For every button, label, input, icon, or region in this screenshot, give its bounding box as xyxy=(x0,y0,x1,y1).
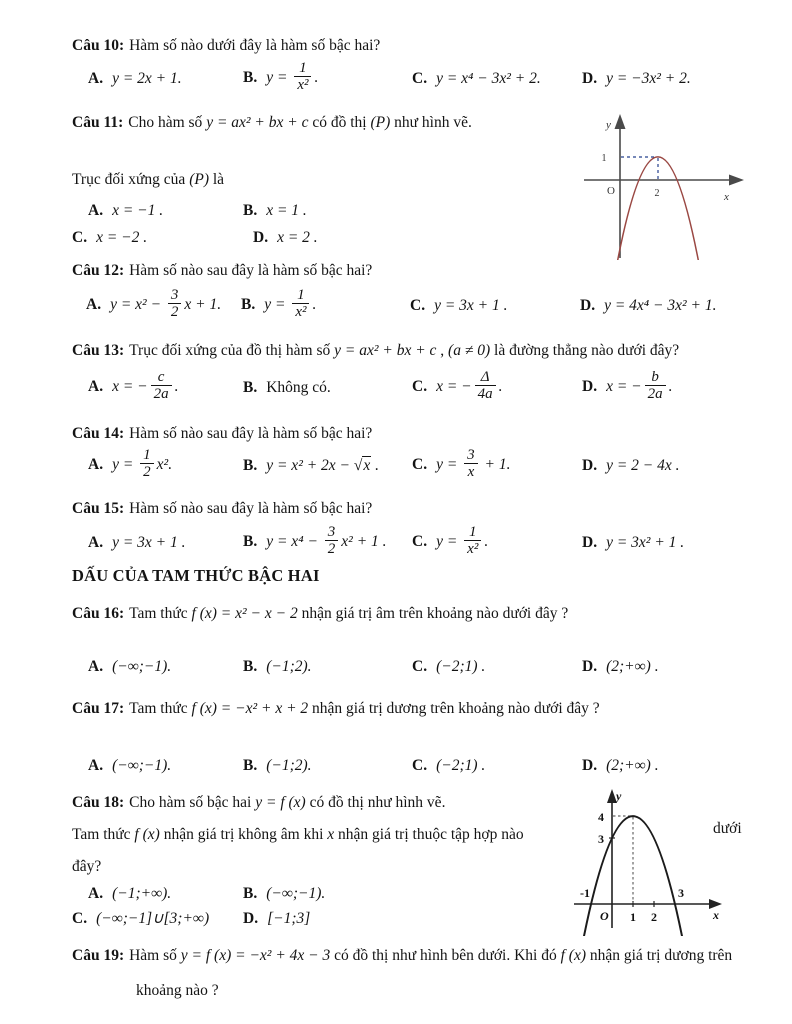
math-text: (−2;1) . xyxy=(436,658,486,675)
option-a xyxy=(88,885,243,903)
y-axis-label: y xyxy=(616,789,622,803)
question-line xyxy=(72,424,774,444)
option-formula xyxy=(266,456,379,474)
question-line xyxy=(72,36,774,56)
plain-text: Tam thức xyxy=(72,826,135,843)
option-d xyxy=(582,534,774,552)
math-text: x² + 1 . xyxy=(341,533,387,551)
fraction-numerator: c xyxy=(151,369,172,386)
math-text: y = 4x⁴ − 3x² + 1. xyxy=(604,296,717,314)
option-letter: C. xyxy=(412,658,428,675)
math-text: (−∞;−1). xyxy=(112,757,172,774)
fraction-numerator: 1 xyxy=(294,60,311,77)
math-text: (2;+∞) . xyxy=(606,757,659,774)
plain-text: có đồ thị xyxy=(308,114,371,131)
option-letter: B. xyxy=(241,296,256,314)
fraction-denominator: x² xyxy=(297,77,309,94)
options-row xyxy=(72,371,774,404)
option-formula xyxy=(606,457,679,474)
math-text: y = x² + 2x − xyxy=(266,456,354,474)
option-formula xyxy=(277,229,318,246)
math-text: [−1;3] xyxy=(267,909,311,927)
tick-label-y4: 4 xyxy=(598,810,604,824)
option-formula xyxy=(266,524,387,558)
question-line xyxy=(72,946,774,966)
math-text: y = x⁴ − xyxy=(266,533,322,551)
math-text: y = xyxy=(112,456,138,474)
q18-wrapped-word: dưới xyxy=(713,820,742,837)
plain-text: Tam thức xyxy=(129,605,192,622)
option-a xyxy=(88,70,243,88)
option-b xyxy=(243,457,412,475)
math-text: x = −2 . xyxy=(96,229,148,246)
math-text: (−∞;−1). xyxy=(266,885,326,902)
option-d xyxy=(582,658,774,676)
option-c xyxy=(412,449,582,482)
option-d xyxy=(582,371,774,404)
plain-text: Tam thức xyxy=(129,700,192,717)
origin-label: O xyxy=(600,909,609,923)
plain-text: như hình vẽ. xyxy=(390,114,472,131)
fraction xyxy=(325,524,339,557)
fraction xyxy=(151,369,172,402)
math-text: y = ax² + bx + c xyxy=(206,114,309,131)
fraction-denominator: 2a xyxy=(153,386,169,403)
fraction-denominator: 2 xyxy=(327,541,336,558)
math-text: . xyxy=(484,533,489,551)
math-text: f (x) xyxy=(560,947,586,964)
option-letter: B. xyxy=(243,533,258,551)
question-line xyxy=(72,261,774,281)
option-letter: C. xyxy=(72,910,88,927)
plain-text: nhận giá trị không âm khi xyxy=(159,826,328,843)
option-letter: A. xyxy=(88,69,104,87)
fraction-numerator: 1 xyxy=(464,524,481,541)
option-formula xyxy=(264,287,317,321)
option-formula xyxy=(267,910,310,927)
math-text: . xyxy=(314,69,319,87)
math-text: f (x) xyxy=(134,826,160,843)
tick-label-x2: 2 xyxy=(654,188,660,199)
option-b xyxy=(243,62,412,95)
fraction-numerator: 3 xyxy=(168,287,182,304)
fraction xyxy=(645,369,666,402)
math-text: y = xyxy=(266,69,292,87)
fraction-denominator: 2 xyxy=(143,464,151,481)
option-formula xyxy=(266,757,311,774)
option-a xyxy=(88,371,243,404)
option-letter: C. xyxy=(412,456,428,474)
option-c xyxy=(412,658,582,676)
option-a xyxy=(88,449,243,482)
math-text: f (x) = x² − x − 2 xyxy=(191,605,298,622)
question-number: Câu 16: xyxy=(72,605,125,622)
fraction xyxy=(294,60,311,93)
math-text: x xyxy=(327,826,335,843)
option-c xyxy=(412,526,582,559)
fraction xyxy=(464,447,478,480)
options-row xyxy=(72,62,774,95)
option-letter: A. xyxy=(88,202,104,219)
option-formula xyxy=(266,885,325,902)
tick-label-x3: 3 xyxy=(678,886,684,900)
tick-label-y1: 1 xyxy=(601,153,607,164)
option-a xyxy=(88,658,243,676)
option-b xyxy=(241,289,410,322)
option-letter: D. xyxy=(582,69,598,87)
option-c xyxy=(412,371,582,404)
question-cau-12 xyxy=(72,261,774,322)
y-axis-label: y xyxy=(606,119,611,131)
fraction xyxy=(168,287,182,320)
section-header: DẤU CỦA TAM THỨC BẬC HAI xyxy=(72,566,320,585)
sqrt-expression: √x xyxy=(353,456,371,474)
parabola-graph-cau11 xyxy=(578,112,746,260)
option-formula xyxy=(266,379,331,396)
y-axis-arrow-icon xyxy=(615,114,626,129)
plain-text: nhận giá trị dương trên xyxy=(586,947,733,964)
math-text: (−1;2). xyxy=(266,658,312,675)
plain-text: nhận giá trị thuộc tập hợp nào xyxy=(334,826,524,843)
option-formula xyxy=(112,534,185,551)
plain-text: Cho hàm số bậc hai xyxy=(129,794,256,811)
math-text: x = 1 . xyxy=(266,202,307,219)
fraction-numerator: 3 xyxy=(464,447,478,464)
option-formula xyxy=(112,70,182,87)
question-cau-15 xyxy=(72,499,774,559)
fraction xyxy=(140,447,154,480)
tick-label-y3: 3 xyxy=(598,832,604,846)
fraction xyxy=(292,287,309,320)
math-text: (P) xyxy=(370,114,391,131)
option-formula xyxy=(436,658,485,675)
option-formula xyxy=(606,757,659,774)
plain-text: Không có. xyxy=(266,378,331,396)
plain-text: có đồ thị như hình bên dưới. Khi đó xyxy=(330,947,561,964)
plain-text: khoảng nào ? xyxy=(136,982,219,999)
sqrt-argument: x xyxy=(363,456,371,474)
option-formula xyxy=(96,910,209,927)
plain-text: , xyxy=(436,342,449,359)
option-b xyxy=(243,658,412,676)
option-letter: D. xyxy=(580,296,596,314)
question-number: Câu 17: xyxy=(72,700,125,717)
plain-text: Hàm số nào dưới đây là hàm số bậc hai? xyxy=(129,37,381,54)
fraction-denominator: 2 xyxy=(170,304,179,321)
math-text: y = f (x) xyxy=(255,794,306,811)
plain-text: nhận giá trị âm trên khoảng nào dưới đây ? xyxy=(297,605,569,622)
plain-text: là đường thẳng nào dưới đây? xyxy=(490,342,680,359)
option-letter: A. xyxy=(88,885,104,902)
tick-label-xm1: -1 xyxy=(580,886,590,900)
math-text: y = −3x² + 2. xyxy=(606,69,691,87)
option-d xyxy=(582,757,774,775)
option-letter: A. xyxy=(88,533,104,551)
fraction-numerator: 3 xyxy=(325,524,339,541)
math-text: y = 2 − 4x . xyxy=(606,456,680,474)
option-letter: C. xyxy=(412,757,428,774)
tick-label-x1: 1 xyxy=(630,910,636,924)
option-c xyxy=(412,757,582,775)
option-letter: B. xyxy=(243,757,258,774)
option-letter: A. xyxy=(88,378,104,396)
plain-text: Hàm số nào sau đây là hàm số bậc hai? xyxy=(129,500,373,517)
option-formula xyxy=(266,658,311,675)
option-letter: A. xyxy=(88,658,104,675)
option-b xyxy=(243,526,412,559)
math-text: x + 1. xyxy=(184,296,222,314)
fraction-denominator: x² xyxy=(295,304,307,321)
option-formula xyxy=(96,229,147,246)
math-text: . xyxy=(371,456,380,474)
option-letter: C. xyxy=(410,296,426,314)
options-row xyxy=(72,449,774,482)
option-formula xyxy=(606,70,691,87)
option-c xyxy=(72,909,243,928)
option-b xyxy=(243,379,412,397)
math-text: (−2;1) . xyxy=(436,757,486,774)
option-formula xyxy=(112,658,171,675)
question-number: Câu 12: xyxy=(72,262,125,279)
math-text: x = −1 . xyxy=(112,202,164,219)
option-formula xyxy=(112,757,171,774)
parabola-graph-cau18 xyxy=(570,786,722,936)
math-text: y = f (x) = −x² + 4x − 3 xyxy=(180,947,331,964)
math-text: x = − xyxy=(606,378,642,396)
option-letter: D. xyxy=(582,378,598,396)
option-letter: D. xyxy=(582,533,598,551)
math-text: y = 3x + 1 . xyxy=(434,296,508,314)
math-text: (−∞;−1). xyxy=(112,658,172,675)
fraction-numerator: 1 xyxy=(140,447,154,464)
question-number: Câu 13: xyxy=(72,342,125,359)
plain-text: Hàm số nào sau đây là hàm số bậc hai? xyxy=(129,425,373,442)
option-d xyxy=(582,70,774,88)
option-letter: A. xyxy=(88,456,104,474)
x-axis-arrow-icon xyxy=(729,175,744,186)
math-text: y = x⁴ − 3x² + 2. xyxy=(436,69,541,87)
question-line xyxy=(72,699,774,719)
option-letter: B. xyxy=(243,885,258,902)
option-formula xyxy=(606,534,684,551)
option-c xyxy=(72,229,253,247)
option-letter: C. xyxy=(72,229,88,246)
option-letter: B. xyxy=(243,378,258,396)
math-text: x = − xyxy=(112,378,148,396)
math-text: (−∞;−1]∪[3;+∞) xyxy=(96,910,210,927)
option-formula xyxy=(266,202,307,219)
option-letter: D. xyxy=(243,909,259,927)
question-number: Câu 10: xyxy=(72,37,125,54)
option-formula xyxy=(606,369,673,403)
x-axis-label: x xyxy=(713,908,719,922)
question-number: Câu 18: xyxy=(72,794,125,811)
option-formula xyxy=(436,447,511,481)
option-a xyxy=(88,757,243,775)
math-text: . xyxy=(312,296,317,314)
math-text: x = 2 . xyxy=(277,229,318,246)
question-cau-19 xyxy=(72,946,774,1001)
question-cau-17 xyxy=(72,699,774,775)
math-text: y = 3x + 1 . xyxy=(112,533,186,551)
math-text: . xyxy=(668,378,673,396)
math-text: . xyxy=(498,378,503,396)
fraction-denominator: 2a xyxy=(647,386,663,403)
option-letter: B. xyxy=(243,69,258,87)
option-formula xyxy=(112,202,163,219)
plain-text: có đồ thị như hình vẽ. xyxy=(305,794,446,811)
option-letter: C. xyxy=(412,533,428,551)
math-text: x = − xyxy=(436,378,472,396)
option-b xyxy=(243,757,412,775)
options-row xyxy=(72,658,774,676)
question-line xyxy=(72,341,774,361)
option-formula xyxy=(606,658,659,675)
tick-label-x2: 2 xyxy=(651,910,657,924)
plain-text: Cho hàm số xyxy=(128,114,207,131)
option-formula xyxy=(436,524,489,558)
question-cau-16 xyxy=(72,604,774,676)
question-cau-10 xyxy=(72,36,774,95)
fraction xyxy=(475,369,496,402)
math-text: y = xyxy=(436,456,462,474)
option-letter: B. xyxy=(243,456,258,474)
option-letter: D. xyxy=(582,658,598,675)
math-text: f (x) = −x² + x + 2 xyxy=(191,700,309,717)
option-formula xyxy=(436,70,541,87)
option-formula xyxy=(436,369,503,403)
math-text: . xyxy=(174,378,179,396)
option-letter: A. xyxy=(86,296,102,314)
math-text: y = xyxy=(436,533,462,551)
option-d xyxy=(580,297,774,315)
plain-text: Trục đối xứng của xyxy=(72,171,190,188)
math-text: y = xyxy=(264,296,290,314)
option-a xyxy=(86,289,241,322)
math-text: + 1. xyxy=(480,456,511,474)
option-formula xyxy=(112,369,179,403)
plain-text: nhận giá trị dương trên khoảng nào dưới đây ? xyxy=(308,700,600,717)
question-number: Câu 14: xyxy=(72,425,125,442)
question-cau-14 xyxy=(72,424,774,482)
math-text: (P) xyxy=(189,171,209,188)
option-formula xyxy=(112,447,173,481)
fraction-numerator: Δ xyxy=(475,369,496,386)
option-formula xyxy=(112,885,171,902)
option-letter: B. xyxy=(243,202,258,219)
fraction-numerator: b xyxy=(645,369,666,386)
plain-text: đây? xyxy=(72,858,102,875)
option-formula xyxy=(434,297,507,314)
question-number: Câu 15: xyxy=(72,500,125,517)
question-cau-13 xyxy=(72,341,774,404)
question-number: Câu 11: xyxy=(72,114,124,131)
fraction-numerator: 1 xyxy=(292,287,309,304)
math-text: y = ax² + bx + c xyxy=(334,342,437,359)
option-c xyxy=(410,297,580,315)
math-text: (−1;+∞). xyxy=(112,885,172,902)
option-formula xyxy=(436,757,485,774)
plain-text: Hàm số nào sau đây là hàm số bậc hai? xyxy=(129,262,373,279)
fraction-denominator: 4a xyxy=(477,386,493,403)
math-text: (−1;2). xyxy=(266,757,312,774)
option-formula xyxy=(604,297,716,314)
fraction-denominator: x xyxy=(467,464,475,481)
option-letter: D. xyxy=(582,757,598,774)
math-text: y = 2x + 1. xyxy=(112,69,182,87)
plain-text: Trục đối xứng của đồ thị hàm số xyxy=(129,342,335,359)
x-axis-label: x xyxy=(724,191,729,203)
origin-label: O xyxy=(607,185,615,197)
plain-text: Hàm số xyxy=(129,947,181,964)
option-letter: A. xyxy=(88,757,104,774)
fraction-denominator: x² xyxy=(467,541,479,558)
option-letter: D. xyxy=(582,456,598,474)
option-formula xyxy=(266,60,319,94)
question-line xyxy=(72,499,774,519)
option-letter: C. xyxy=(412,378,428,396)
option-formula xyxy=(110,287,222,321)
option-a xyxy=(88,534,243,552)
math-text: y = x² − xyxy=(110,296,165,314)
math-text: (a ≠ 0) xyxy=(448,342,491,359)
option-d xyxy=(582,457,774,475)
math-text: x². xyxy=(156,456,173,474)
math-text: (2;+∞) . xyxy=(606,658,659,675)
math-text: y = 3x² + 1 . xyxy=(606,533,685,551)
options-row xyxy=(72,289,774,322)
option-letter: C. xyxy=(412,69,428,87)
option-letter: B. xyxy=(243,658,258,675)
fraction xyxy=(464,524,481,557)
plain-text: là xyxy=(208,171,225,188)
question-line xyxy=(72,604,774,624)
option-a xyxy=(88,202,243,220)
question-line xyxy=(72,981,774,1001)
option-c xyxy=(412,70,582,88)
options-row xyxy=(72,526,774,559)
question-number: Câu 19: xyxy=(72,947,125,964)
options-row xyxy=(72,757,774,775)
option-letter: D. xyxy=(253,229,269,246)
